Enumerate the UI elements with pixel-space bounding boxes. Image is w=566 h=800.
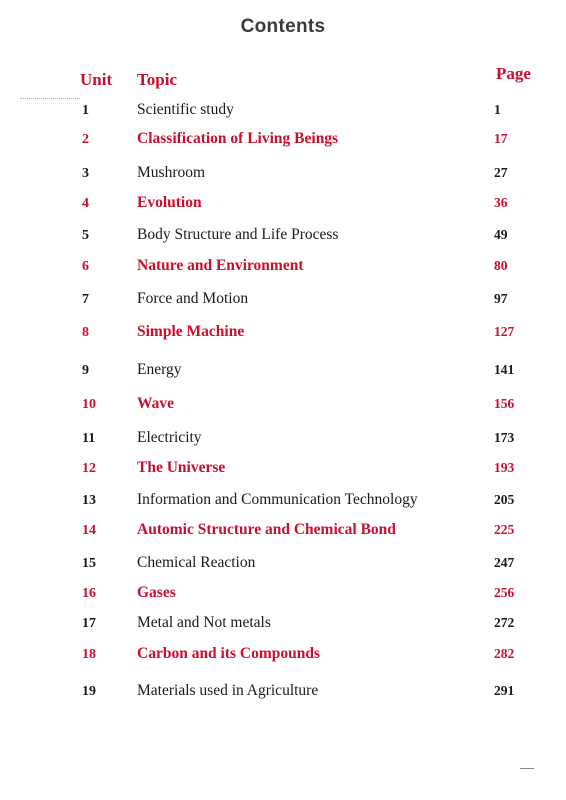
row-topic: Metal and Not metals	[137, 614, 271, 631]
row-page-number: 205	[494, 492, 515, 507]
row-topic: Gases	[137, 584, 176, 601]
row-unit-number: 3	[82, 166, 89, 181]
contents-row	[0, 164, 566, 186]
contents-row	[0, 323, 566, 345]
column-header-topic: Topic	[137, 70, 178, 89]
column-header-unit: Unit	[80, 70, 113, 89]
row-page-number: 1	[494, 102, 501, 117]
row-topic: Force and Motion	[137, 290, 249, 307]
row-unit-number: 11	[82, 431, 96, 446]
row-topic: Electricity	[137, 429, 202, 446]
row-topic: Information and Communication Technology	[137, 491, 418, 508]
contents-row	[0, 290, 566, 312]
page-title: Contents	[240, 16, 326, 37]
row-unit-number: 14	[82, 523, 96, 538]
row-unit-number: 10	[82, 397, 96, 412]
row-page-number: 141	[494, 362, 515, 377]
row-page-number: 127	[494, 324, 515, 339]
contents-row	[0, 521, 566, 543]
row-page-number: 291	[494, 683, 515, 698]
row-topic: Energy	[137, 361, 182, 378]
row-topic: Body Structure and Life Process	[137, 226, 339, 243]
contents-row	[0, 682, 566, 704]
contents-row	[0, 101, 566, 123]
row-unit-number: 12	[82, 461, 96, 476]
row-unit-number: 4	[82, 196, 89, 211]
row-unit-number: 1	[82, 103, 89, 118]
contents-row	[0, 194, 566, 216]
row-page-number: 173	[494, 430, 515, 445]
contents-row	[0, 226, 566, 248]
row-unit-number: 19	[82, 684, 96, 699]
row-page-number: 80	[494, 258, 508, 273]
row-topic: Nature and Environment	[137, 257, 304, 274]
contents-row	[0, 130, 566, 152]
row-page-number: 17	[494, 131, 508, 146]
row-topic: Scientific study	[137, 101, 234, 118]
contents-row	[0, 257, 566, 279]
row-unit-number: 17	[82, 616, 96, 631]
row-page-number: 36	[494, 195, 508, 210]
row-page-number: 247	[494, 555, 515, 570]
contents-row	[0, 645, 566, 667]
column-header-page: Page	[496, 64, 531, 83]
row-page-number: 282	[494, 646, 515, 661]
row-unit-number: 8	[82, 325, 89, 340]
contents-row	[0, 429, 566, 451]
row-page-number: 27	[494, 165, 508, 180]
row-page-number: 256	[494, 585, 515, 600]
row-topic: Carbon and its Compounds	[137, 645, 321, 662]
row-topic: Automic Structure and Chemical Bond	[137, 521, 396, 538]
row-unit-number: 16	[82, 586, 96, 601]
row-topic: The Universe	[137, 459, 226, 476]
row-topic: Materials used in Agriculture	[137, 682, 319, 699]
row-topic: Simple Machine	[137, 323, 245, 340]
contents-row	[0, 491, 566, 513]
contents-row	[0, 554, 566, 576]
row-page-number: 193	[494, 460, 515, 475]
row-unit-number: 5	[82, 228, 89, 243]
row-page-number: 225	[494, 522, 515, 537]
contents-row	[0, 584, 566, 606]
row-page-number: 97	[494, 291, 508, 306]
row-topic: Mushroom	[137, 164, 206, 181]
scan-artifact	[520, 768, 534, 769]
row-unit-number: 18	[82, 647, 96, 662]
row-page-number: 49	[494, 227, 508, 242]
row-page-number: 272	[494, 615, 515, 630]
row-unit-number: 7	[82, 292, 89, 307]
contents-row	[0, 395, 566, 417]
row-unit-number: 13	[82, 493, 96, 508]
row-page-number: 156	[494, 396, 515, 411]
row-unit-number: 2	[82, 132, 89, 147]
contents-row	[0, 614, 566, 636]
row-topic: Chemical Reaction	[137, 554, 256, 571]
contents-row	[0, 459, 566, 481]
row-unit-number: 6	[82, 259, 89, 274]
row-topic: Classification of Living Beings	[137, 130, 339, 147]
row-topic: Evolution	[137, 194, 202, 211]
row-topic: Wave	[137, 395, 175, 412]
contents-row	[0, 361, 566, 383]
row-unit-number: 9	[82, 363, 89, 378]
row-unit-number: 15	[82, 556, 96, 571]
